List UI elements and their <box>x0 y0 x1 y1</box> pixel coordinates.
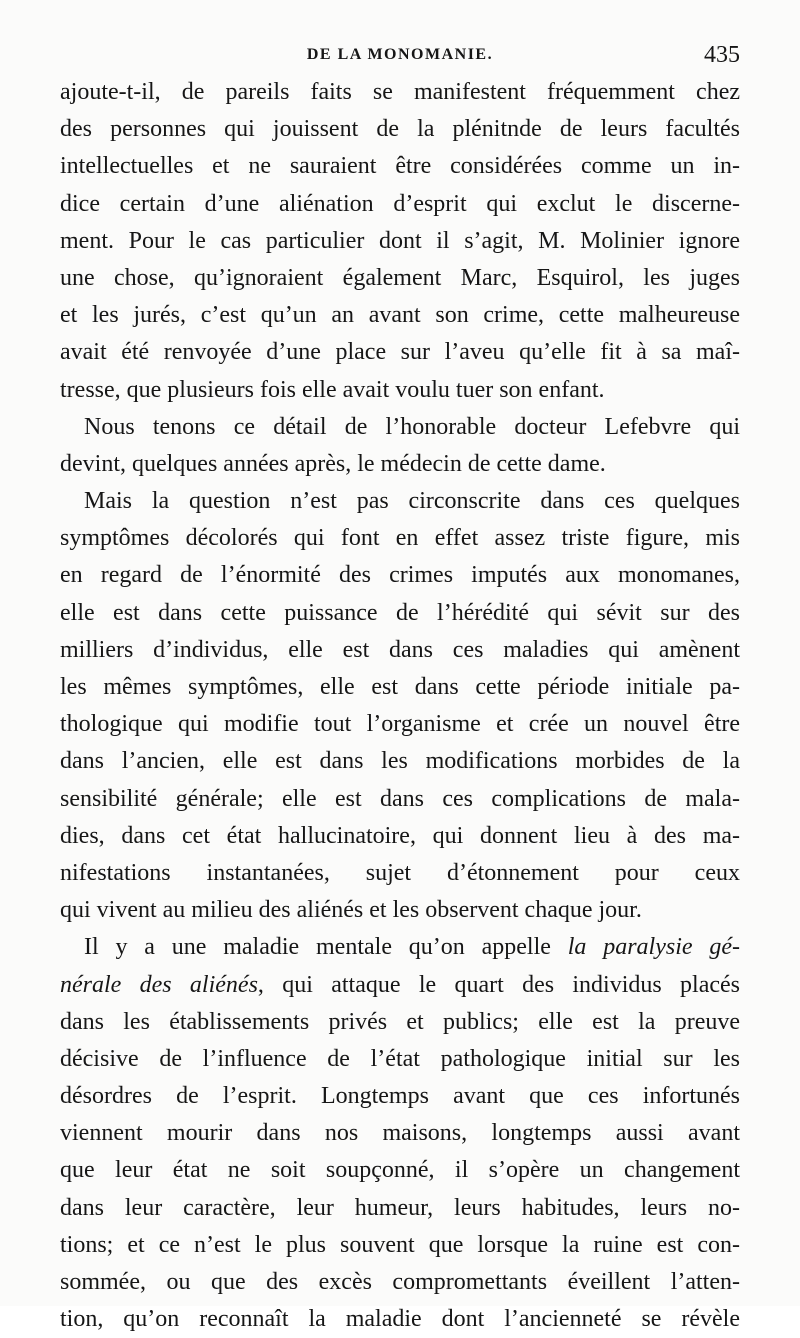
text-line: dice certain d’une aliénation d’esprit qui exclut le discerne- <box>60 190 740 217</box>
text-line: symptômes décolorés qui font en effet assez triste figure, mis <box>60 525 740 552</box>
text-line: une chose, qu’ignoraient également Marc, Esquirol, les juges <box>60 264 740 291</box>
text-line: désordres de l’esprit. Longtemps avant que ces infortunés <box>60 1083 740 1110</box>
text-line: tions; et ce n’est le plus souvent que lorsque la ruine est con- <box>60 1231 740 1258</box>
text-line: décisive de l’influence de l’état pathologique initial sur les <box>60 1045 740 1072</box>
text-line: sommée, ou que des excès compromettants éveillent l’atten- <box>60 1269 740 1295</box>
running-head <box>60 42 740 72</box>
text-line: que leur état ne soit soupçonné, il s’opère un changement <box>60 1157 740 1184</box>
text-line: nifestations instantanées, sujet d’étonnement pour ceux <box>60 859 740 886</box>
text-line: thologique qui modifie tout l’organisme et crée un nouvel être <box>60 711 740 738</box>
text-line: des personnes qui jouissent de la plénitnde de leurs facultés <box>60 116 740 143</box>
text-line: en regard de l’énormité des crimes imputés aux monomanes, <box>60 562 740 589</box>
text-line: viennent mourir dans nos maisons, longtemps aussi avant <box>60 1120 740 1147</box>
text-line: tion, qu’on reconnaît la maladie dont l’ancienneté se révèle <box>60 1306 740 1333</box>
text-run: , qui attaque le quart des individus placés <box>257 971 740 998</box>
running-title: DE LA MONOMANIE. <box>306 46 494 63</box>
text-line: et les jurés, c’est qu’un an avant son crime, cette malheureuse <box>60 302 740 329</box>
text-line: Mais la question n’est pas circonscrite dans ces quelques <box>84 488 740 515</box>
text-line <box>60 929 740 966</box>
text-line: dans les établissements privés et publics; elle est la preuve <box>60 1008 740 1035</box>
text-line: tresse, que plusieurs fois elle avait voulu tuer son enfant. <box>60 376 605 403</box>
text-line: intellectuelles et ne sauraient être considérées comme un in- <box>60 153 740 180</box>
text-line: Nous tenons ce détail de l’honorable docteur Lefebvre qui <box>84 413 740 440</box>
italic-term: nérale des aliénés <box>60 971 258 998</box>
text-line: elle est dans cette puissance de l’hérédité qui sévit sur des <box>60 599 740 626</box>
text-line: dans l’ancien, elle est dans les modifications morbides de la <box>60 748 740 775</box>
text-line: ment. Pour le cas particulier dont il s’agit, M. Molinier ignore <box>60 227 740 254</box>
text-line: qui vivent au milieu des aliénés et les observent chaque jour. <box>60 897 642 924</box>
text-line: dans leur caractère, leur humeur, leurs habitudes, leurs no- <box>60 1194 740 1221</box>
text-line: sensibilité générale; elle est dans ces complications de mala- <box>60 785 740 812</box>
text-line <box>60 967 740 1004</box>
text-line: ajoute-t-il, de pareils faits se manifestent fréquemment chez <box>60 79 740 105</box>
text-line: dies, dans cet état hallucinatoire, qui donnent lieu à des ma- <box>60 822 740 849</box>
italic-term: la paralysie gé- <box>567 934 740 961</box>
text-line: avait été renvoyée d’une place sur l’aveu qu’elle fit à sa maî- <box>60 339 740 366</box>
text-line: milliers d’individus, elle est dans ces maladies qui amènent <box>60 636 740 663</box>
text-line: devint, quelques années après, le médecin de cette dame. <box>60 450 606 477</box>
body-text <box>60 74 740 1338</box>
page-number: 435 <box>704 42 740 68</box>
text-line: les mêmes symptômes, elle est dans cette période initiale pa- <box>60 674 740 700</box>
text-run: Il y a une maladie mentale qu’on appelle <box>84 934 568 961</box>
